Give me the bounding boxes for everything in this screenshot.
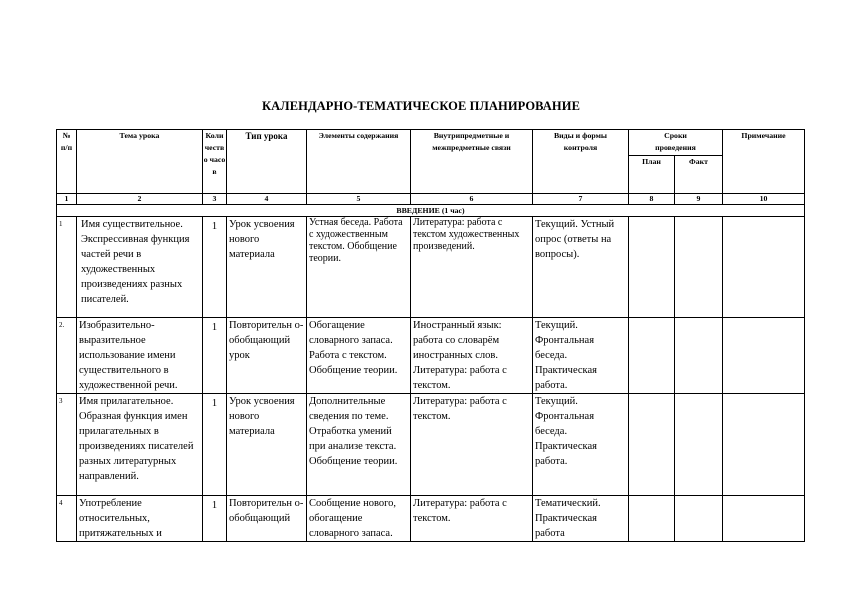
column-number-row bbox=[57, 194, 805, 205]
header-fact: Факт bbox=[675, 156, 723, 194]
row-qty: 1 bbox=[203, 496, 227, 542]
row-note bbox=[723, 394, 805, 496]
header-dates: Сроки проведения bbox=[629, 130, 723, 156]
col-number: 4 bbox=[227, 194, 307, 205]
row-note bbox=[723, 496, 805, 542]
section-row bbox=[57, 205, 805, 217]
row-num: 1 bbox=[57, 217, 77, 318]
row-topic: Имя существительное. Экспрессивная функция частей речи в художественных произведениях разных писателей. bbox=[77, 217, 203, 318]
row-links: Литература: работа с текстом. bbox=[411, 394, 533, 496]
section-title: ВВЕДЕНИЕ (1 час) bbox=[57, 205, 805, 217]
row-plan bbox=[629, 217, 675, 318]
row-type: Повторительн о-обобщающий bbox=[227, 496, 307, 542]
col-number: 10 bbox=[723, 194, 805, 205]
row-qty: 1 bbox=[203, 217, 227, 318]
header-type: Тип урока bbox=[227, 130, 307, 194]
header-topic: Тема урока bbox=[77, 130, 203, 194]
row-type: Урок усвоения нового материала bbox=[227, 217, 307, 318]
col-number: 3 bbox=[203, 194, 227, 205]
row-plan bbox=[629, 318, 675, 394]
row-links: Литература: работа с текстом художественных произведений. bbox=[411, 217, 533, 318]
row-plan bbox=[629, 394, 675, 496]
header-note: Примечание bbox=[723, 130, 805, 194]
row-topic: Употребление относительных, притяжательных и bbox=[77, 496, 203, 542]
col-number: 7 bbox=[533, 194, 629, 205]
row-qty: 1 bbox=[203, 318, 227, 394]
planning-table bbox=[56, 129, 805, 542]
row-num: 3 bbox=[57, 394, 77, 496]
row-content: Дополнительные сведения по теме. Отработка умений при анализе текста. Обобщение теории. bbox=[307, 394, 411, 496]
header-num: № п/п bbox=[57, 130, 77, 194]
row-links: Иностранный язык: работа со словарём иностранных слов. Литература: работа с текстом. bbox=[411, 318, 533, 394]
page-title: КАЛЕНДАРНО-ТЕМАТИЧЕСКОЕ ПЛАНИРОВАНИЕ bbox=[261, 99, 581, 113]
header-qty: Коли честв о часо в bbox=[203, 130, 227, 194]
col-number: 2 bbox=[77, 194, 203, 205]
row-type: Повторительн о-обобщающий урок bbox=[227, 318, 307, 394]
row-content: Сообщение нового, обогащение словарного запаса. bbox=[307, 496, 411, 542]
row-note bbox=[723, 318, 805, 394]
row-links: Литература: работа с текстом. bbox=[411, 496, 533, 542]
row-control: Текущий. Фронтальная беседа. Практическая работа. bbox=[533, 318, 629, 394]
header-links: Внутрипредметные и межпредметные связи bbox=[411, 130, 533, 194]
header-control: Виды и формы контроля bbox=[533, 130, 629, 194]
table-row bbox=[57, 496, 805, 542]
row-plan bbox=[629, 496, 675, 542]
header-content: Элементы содержания bbox=[307, 130, 411, 194]
row-content: Обогащение словарного запаса. Работа с текстом. Обобщение теории. bbox=[307, 318, 411, 394]
row-fact bbox=[675, 394, 723, 496]
row-content: Устная беседа. Работа с художественным текстом. Обобщение теории. bbox=[307, 217, 411, 318]
row-control: Текущий. Устный опрос (ответы на вопросы). bbox=[533, 217, 629, 318]
row-fact bbox=[675, 496, 723, 542]
row-fact bbox=[675, 217, 723, 318]
row-qty: 1 bbox=[203, 394, 227, 496]
row-topic: Изобразительно-выразительное использование имени существительного в художественной речи. bbox=[77, 318, 203, 394]
row-fact bbox=[675, 318, 723, 394]
header-row bbox=[57, 130, 805, 156]
row-control: Тематический. Практическая работа bbox=[533, 496, 629, 542]
table-row bbox=[57, 217, 805, 318]
col-number: 5 bbox=[307, 194, 411, 205]
row-topic: Имя прилагательное. Образная функция имен прилагательных в произведениях писателей разных литературных направлений. bbox=[77, 394, 203, 496]
row-num: 4 bbox=[57, 496, 77, 542]
row-control: Текущий. Фронтальная беседа. Практическая работа. bbox=[533, 394, 629, 496]
col-number: 6 bbox=[411, 194, 533, 205]
col-number: 8 bbox=[629, 194, 675, 205]
col-number: 1 bbox=[57, 194, 77, 205]
row-note bbox=[723, 217, 805, 318]
table-row bbox=[57, 394, 805, 496]
row-type: Урок усвоения нового материала bbox=[227, 394, 307, 496]
header-plan: План bbox=[629, 156, 675, 194]
table-row bbox=[57, 318, 805, 394]
col-number: 9 bbox=[675, 194, 723, 205]
row-num: 2. bbox=[57, 318, 77, 394]
